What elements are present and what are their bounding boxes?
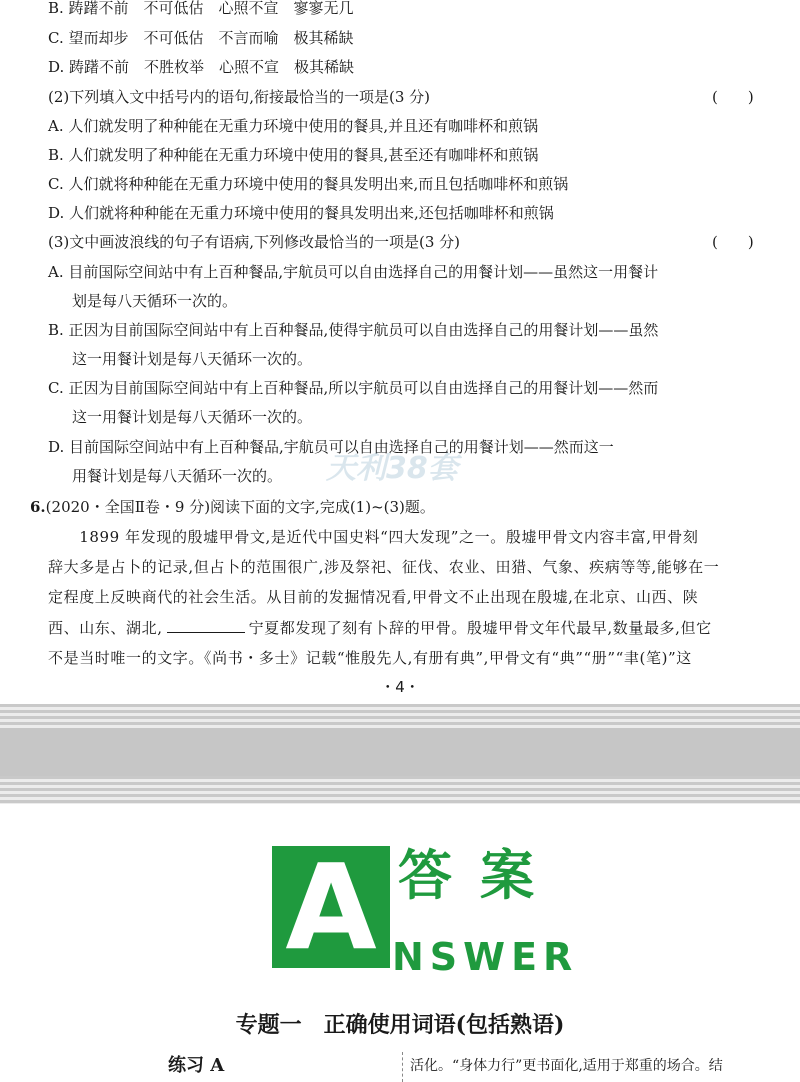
q2-option-d: D. 人们就将种种能在无重力环境中使用的餐具发明出来,还包括咖啡杯和煎锅 [48,204,554,222]
q3-option-a-line1: A. 目前国际空间站中有上百种餐品,宇航员可以自由选择自己的用餐计划——虽然这一用餐计 [48,263,659,281]
answer-logo-box [272,838,390,976]
column-divider [402,1052,403,1082]
answer-text-snippet: 活化。“身体力行”更书面化,适用于郑重的场合。结 [410,1058,723,1074]
q2-option-b: B. 人们就发明了种种能在无重力环境中使用的餐具,甚至还有咖啡杯和煎锅 [48,146,539,164]
q3-option-d-line1: D. 目前国际空间站中有上百种餐品,宇航员可以自由选择自己的用餐计划——然而这一 [48,438,614,456]
q2-answer-bracket: ( ) [712,88,754,106]
q2-stem: (2)下列填入文中括号内的语句,衔接最恰当的一项是(3 分) [48,88,431,106]
passage-line-4-prefix: 西、山东、湖北, [48,619,163,637]
q3-option-b-line2: 这一用餐计划是每八天循环一次的。 [72,350,313,368]
q3-stem: (3)文中画波浪线的句子有语病,下列修改最恰当的一项是(3 分) [48,233,461,251]
fill-in-blank [167,618,245,633]
q3-option-d-line2: 用餐计划是每八天循环一次的。 [72,467,283,485]
q2-option-c: C. 人们就将种种能在无重力环境中使用的餐具发明出来,而且包括咖啡杯和煎锅 [48,175,569,193]
passage-line-4 [48,617,712,639]
q1-option-b: B. 踌躇不前 不可低估 心照不宣 寥寥无几 [48,0,354,17]
page-number: ・4・ [380,678,420,696]
passage-line-5: 不是当时唯一的文字。《尚书・多士》记载“惟殷先人,有册有典”,甲骨文有“典”“册”“聿(笔)”这 [48,649,692,667]
practice-label: 练习 A [168,1055,225,1076]
section-divider-band [0,728,800,776]
q3-option-a-line2: 划是每八天循环一次的。 [72,292,238,310]
watermark-text: 天利38套 [326,451,458,486]
q6-header [30,496,435,518]
q2-option-a: A. 人们就发明了种种能在无重力环境中使用的餐具,并且还有咖啡杯和煎锅 [48,117,539,135]
answer-logo-english: NSWER [392,935,579,979]
q6-stem: (2020・全国Ⅱ卷・9 分)阅读下面的文字,完成(1)~(3)题。 [45,498,435,516]
passage-line-1: 1899 年发现的殷墟甲骨文,是近代中国史料“四大发现”之一。殷墟甲骨文内容丰富,甲骨刻 [48,528,699,546]
passage-line-2: 辞大多是占卜的记录,但占卜的范围很广,涉及祭祀、征伐、农业、田猎、气象、疾病等等,能够在一 [48,558,720,576]
topic-title: 专题一 正确使用词语(包括熟语) [235,1012,565,1038]
q6-number: 6. [30,498,46,516]
q3-option-b-line1: B. 正因为目前国际空间站中有上百种餐品,使得宇航员可以自由选择自己的用餐计划——虽然 [48,321,659,339]
passage-line-3: 定程度上反映商代的社会生活。从目前的发掘情况看,甲骨文不止出现在殷墟,在北京、山西、陕 [48,588,699,606]
answer-logo-letter: A [285,838,377,976]
q3-option-c-line1: C. 正因为目前国际空间站中有上百种餐品,所以宇航员可以自由选择自己的用餐计划——然而 [48,379,659,397]
q3-option-c-line2: 这一用餐计划是每八天循环一次的。 [72,408,313,426]
q1-option-c: C. 望而却步 不可低估 不言而喻 极其稀缺 [48,29,354,47]
q3-answer-bracket: ( ) [712,233,754,251]
passage-line-4-rest: 宁夏都发现了刻有卜辞的甲骨。殷墟甲骨文年代最早,数量最多,但它 [248,619,712,637]
answer-logo-chinese: 答案 [398,844,562,907]
q1-option-d: D. 踌躇不前 不胜枚举 心照不宣 极其稀缺 [48,58,355,76]
